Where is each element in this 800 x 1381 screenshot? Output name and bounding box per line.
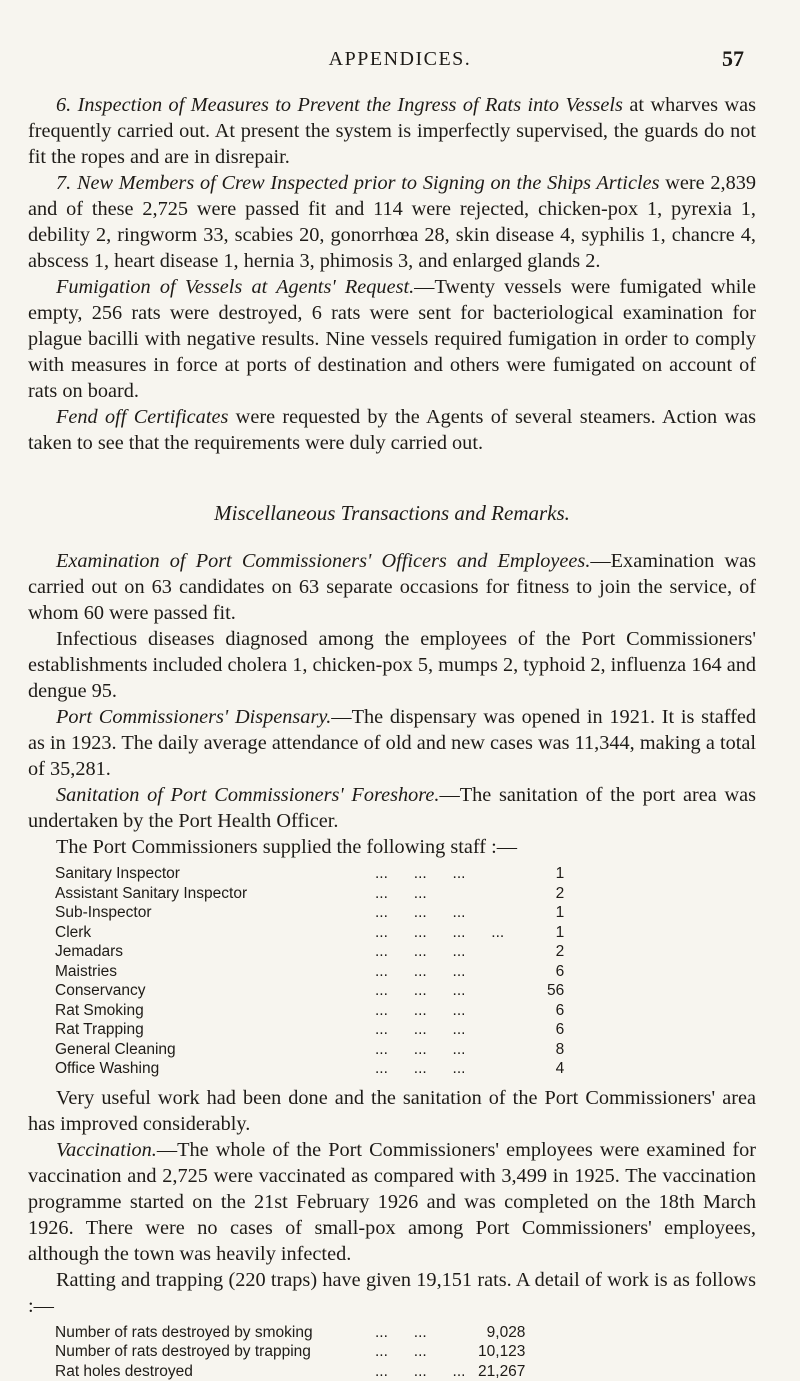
row-leader-dots: ... ... <box>375 884 504 904</box>
paragraph-staff-intro: The Port Commissioners supplied the following staff :— <box>28 834 756 860</box>
paragraph-text: —The sanitation of the port area was undertaken by the Port Health Officer. <box>28 784 756 832</box>
table-row <box>55 1040 564 1060</box>
row-count: 2 <box>504 942 564 962</box>
row-label: Jemadars <box>55 942 375 962</box>
row-count: 6 <box>504 962 564 982</box>
table-row <box>55 884 564 904</box>
row-label: Sanitary Inspector <box>55 864 375 884</box>
paragraph-heading: 6. Inspection of Measures to Prevent the Ingress of Rats into Vessels <box>56 94 623 116</box>
row-leader-dots: ... ... ... <box>375 903 504 923</box>
paragraph-heading: 7. New Members of Crew Inspected prior to Signing on the Ships Articles <box>56 172 659 194</box>
table-row <box>55 903 564 923</box>
paragraph-text: at wharves was frequently carried out. At present the system is imperfectly supervised, the guards do not fit the ropes and are in disrepair. <box>28 94 756 168</box>
paragraph-crew-inspection <box>28 170 756 274</box>
row-label: Rat holes destroyed <box>55 1362 375 1381</box>
paragraph-useful-work: Very useful work had been done and the sanitation of the Port Commissioners' area has improved considerably. <box>28 1085 756 1137</box>
paragraph-text: —The dispensary was opened in 1921. It is staffed as in 1923. The daily average attendance of old and new cases was 11,344, making a total of 35,281. <box>28 706 756 780</box>
row-leader-dots: ... ... ... <box>375 1020 504 1040</box>
paragraph-heading: Examination of Port Commissioners' Officers and Employees. <box>56 550 590 572</box>
row-label: Assistant Sanitary Inspector <box>55 884 375 904</box>
row-leader-dots: ... ... ... <box>375 981 504 1001</box>
row-count: 1 <box>504 923 564 943</box>
staff-table <box>55 864 564 1079</box>
table-row <box>55 1323 525 1343</box>
row-count: 6 <box>504 1001 564 1021</box>
table-row <box>55 981 564 1001</box>
paragraph-text: —Twenty vessels were fumigated while empty, 256 rats were destroyed, 6 rats were sent for bacteriological examination for plague bacilli with negative results. Nine vessels required fumigation in order to comply with measures in force at ports of destination and others were fumigated on account of rats on board. <box>28 276 756 402</box>
row-leader-dots: ... ... ... <box>375 1001 504 1021</box>
table-row <box>55 1001 564 1021</box>
row-count: 1 <box>504 864 564 884</box>
row-label: Sub-Inspector <box>55 903 375 923</box>
row-label: Office Washing <box>55 1059 375 1079</box>
paragraph-infectious: Infectious diseases diagnosed among the employees of the Port Commissioners' establishments included cholera 1, chicken-pox 5, mumps 2, typhoid 2, influenza 164 and dengue 95. <box>28 626 756 704</box>
paragraph-vaccination <box>28 1137 756 1267</box>
paragraph-fend-off <box>28 404 756 456</box>
row-label: General Cleaning <box>55 1040 375 1060</box>
table-row <box>55 1342 525 1362</box>
page-body <box>28 92 756 1381</box>
paragraph-sanitation <box>28 782 756 834</box>
paragraph-heading: Sanitation of Port Commissioners' Foreshore. <box>56 784 440 806</box>
paragraph-ratting: Ratting and trapping (220 traps) have given 19,151 rats. A detail of work is as follows :— <box>28 1267 756 1319</box>
paragraph-examination <box>28 548 756 626</box>
paragraph-heading: Vaccination. <box>56 1139 157 1161</box>
row-count: 8 <box>504 1040 564 1060</box>
row-leader-dots: ... ... <box>375 1323 465 1343</box>
staff-table-body <box>55 864 564 1079</box>
table-row <box>55 923 564 943</box>
page-header <box>0 48 800 78</box>
row-label: Rat Smoking <box>55 1001 375 1021</box>
row-leader-dots: ... ... ... ... <box>375 923 504 943</box>
row-count: 10,123 <box>465 1342 525 1362</box>
row-count: 1 <box>504 903 564 923</box>
row-label: Number of rats destroyed by smoking <box>55 1323 375 1343</box>
paragraph-rat-guards <box>28 92 756 170</box>
row-label: Clerk <box>55 923 375 943</box>
row-count: 6 <box>504 1020 564 1040</box>
row-label: Rat Trapping <box>55 1020 375 1040</box>
paragraph-text: were requested by the Agents of several steamers. Action was taken to see that the requirements were duly carried out. <box>28 406 756 454</box>
paragraph-heading: Fumigation of Vessels at Agents' Request. <box>56 276 414 298</box>
row-leader-dots: ... ... <box>375 1342 465 1362</box>
paragraph-heading: Port Commissioners' Dispensary. <box>56 706 331 728</box>
section-heading: Miscellaneous Transactions and Remarks. <box>28 500 756 526</box>
row-leader-dots: ... ... ... <box>375 1040 504 1060</box>
row-leader-dots: ... ... ... <box>375 864 504 884</box>
table-row <box>55 942 564 962</box>
row-label: Maistries <box>55 962 375 982</box>
rats-table <box>55 1323 525 1381</box>
row-count: 9,028 <box>465 1323 525 1343</box>
row-leader-dots: ... ... ... <box>375 1059 504 1079</box>
table-row <box>55 1362 525 1381</box>
page-number: 57 <box>722 46 744 72</box>
row-count: 2 <box>504 884 564 904</box>
paragraph-text: —Examination was carried out on 63 candidates on 63 separate occasions for fitness to join the service, of whom 60 were passed fit. <box>28 550 756 624</box>
table-row <box>55 1059 564 1079</box>
row-leader-dots: ... ... ... <box>375 1362 465 1381</box>
row-label: Conservancy <box>55 981 375 1001</box>
row-leader-dots: ... ... ... <box>375 942 504 962</box>
table-row <box>55 864 564 884</box>
row-label: Number of rats destroyed by trapping <box>55 1342 375 1362</box>
row-count: 56 <box>504 981 564 1001</box>
running-title: APPENDICES. <box>0 48 800 71</box>
table-row <box>55 1020 564 1040</box>
paragraph-dispensary <box>28 704 756 782</box>
row-count: 21,267 <box>465 1362 525 1381</box>
table-row <box>55 962 564 982</box>
rats-table-body <box>55 1323 525 1381</box>
paragraph-text: —The whole of the Port Commissioners' employees were examined for vaccination and 2,725 were vaccinated as compared with 3,499 in 1925. The vaccination programme started on the 21st February 1926 and was completed on the 18th March 1926. There were no cases of small-pox among Port Commissioners' employees, although the town was heavily infected. <box>28 1139 756 1265</box>
row-leader-dots: ... ... ... <box>375 962 504 982</box>
paragraph-heading: Fend off Certificates <box>56 406 228 428</box>
row-count: 4 <box>504 1059 564 1079</box>
paragraph-fumigation <box>28 274 756 404</box>
paragraph-text: were 2,839 and of these 2,725 were passed fit and 114 were rejected, chicken-pox 1, pyrexia 1, debility 2, ringworm 33, scabies 20, gonorrhœa 28, skin disease 4, syphilis 1, chancre 4, abscess 1, heart disease 1, hernia 3, phimosis 3, and enlarged glands 2. <box>28 172 756 272</box>
